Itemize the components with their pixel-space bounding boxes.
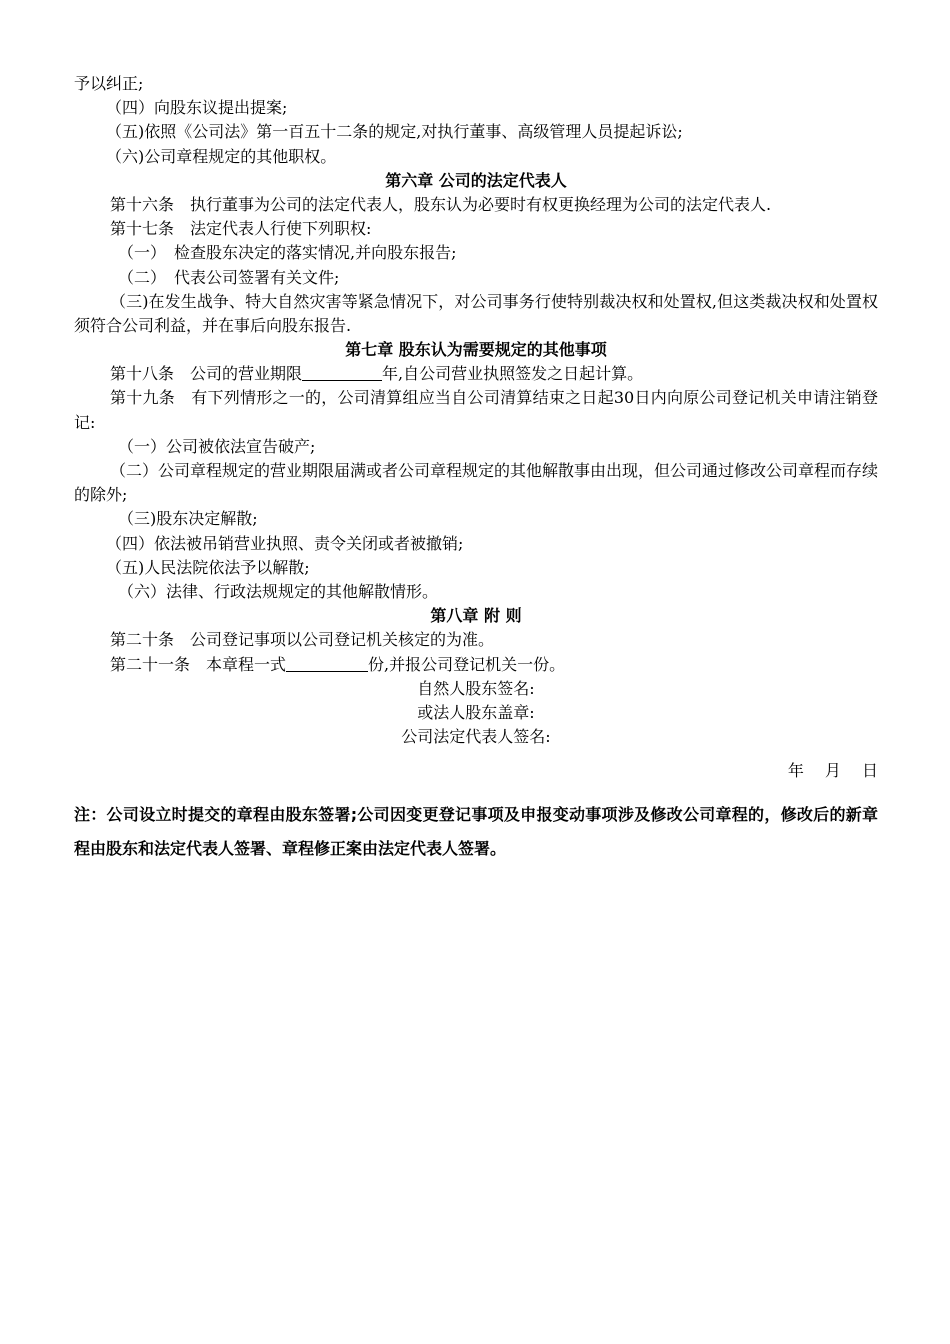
article-21 [74, 653, 878, 677]
legal-rep-signature-label: 公司法定代表人签名: [401, 727, 551, 747]
article-16: 第十六条 执行董事为公司的法定代表人，股东认为必要时有权更换经理为公司的法定代表人. [110, 194, 772, 214]
text-line: （六)公司章程规定的其他职权。 [106, 146, 337, 166]
list-item: （三)股东决定解散; [118, 509, 258, 529]
list-item: （五)人民法院依法予以解散; [106, 557, 310, 577]
article-17: 第十七条 法定代表人行使下列职权: [110, 219, 372, 239]
copies-blank-field[interactable] [286, 655, 368, 672]
article-21-text-end: 份,并报公司登记机关一份。 [368, 654, 566, 674]
list-item: （一）公司被依法宣告破产; [118, 436, 316, 456]
date-line: 年 月 日 [787, 761, 878, 781]
list-item: （三)在发生战争、特大自然灾害等紧急情况下，对公司事务行使特别裁决权和处置权,但这类裁决权和处置权须符合公司利益，并在事后向股东报告. [74, 291, 878, 335]
list-item: （一） 检查股东决定的落实情况,并向股东报告; [118, 243, 457, 263]
natural-person-signature-label: 自然人股东签名: [417, 678, 535, 698]
footnote: 注：公司设立时提交的章程由股东签署;公司因变更登记事项及申报变动事项涉及修改公司章程的，修改后的新章程由股东和法定代表人签署、章程修正案由法定代表人签署。 [74, 804, 878, 858]
article-18-text-end: 年,自公司营业执照签发之日起计算。 [382, 364, 644, 384]
text-line: 予以纠正; [74, 74, 144, 93]
article-21-text: 第二十一条 本章程一式 [110, 654, 287, 674]
legal-person-seal-label: 或法人股东盖章: [417, 702, 535, 722]
chapter-heading: 第七章 股东认为需要规定的其他事项 [345, 340, 607, 360]
list-item: （二）公司章程规定的营业期限届满或者公司章程规定的其他解散事由出现，但公司通过修改公司章程而存续的除外; [74, 461, 879, 505]
term-blank-field[interactable] [302, 364, 382, 381]
chapter-heading: 第八章 附 则 [430, 606, 522, 626]
list-item: （四）依法被吊销营业执照、责令关闭或者被撤销; [106, 533, 464, 553]
signature-block [74, 677, 878, 784]
list-item: （六）法律、行政法规规定的其他解散情形。 [118, 582, 439, 602]
chapter-heading: 第六章 公司的法定代表人 [385, 170, 567, 190]
text-line: （五)依照《公司法》第一百五十二条的规定,对执行董事、高级管理人员提起诉讼; [106, 122, 683, 142]
article-20: 第二十条 公司登记事项以公司登记机关核定的为准。 [110, 630, 495, 650]
article-19: 第十九条 有下列情形之一的，公司清算组应当自公司清算结束之日起30日内向原公司登记机关申请注销登记: [74, 388, 878, 432]
text-line: （四）向股东议提出提案; [106, 98, 288, 118]
list-item: （二） 代表公司签署有关文件; [118, 267, 340, 287]
article-18-text: 第十八条 公司的营业期限 [110, 364, 303, 384]
document-page [74, 72, 878, 866]
article-18 [74, 362, 878, 386]
